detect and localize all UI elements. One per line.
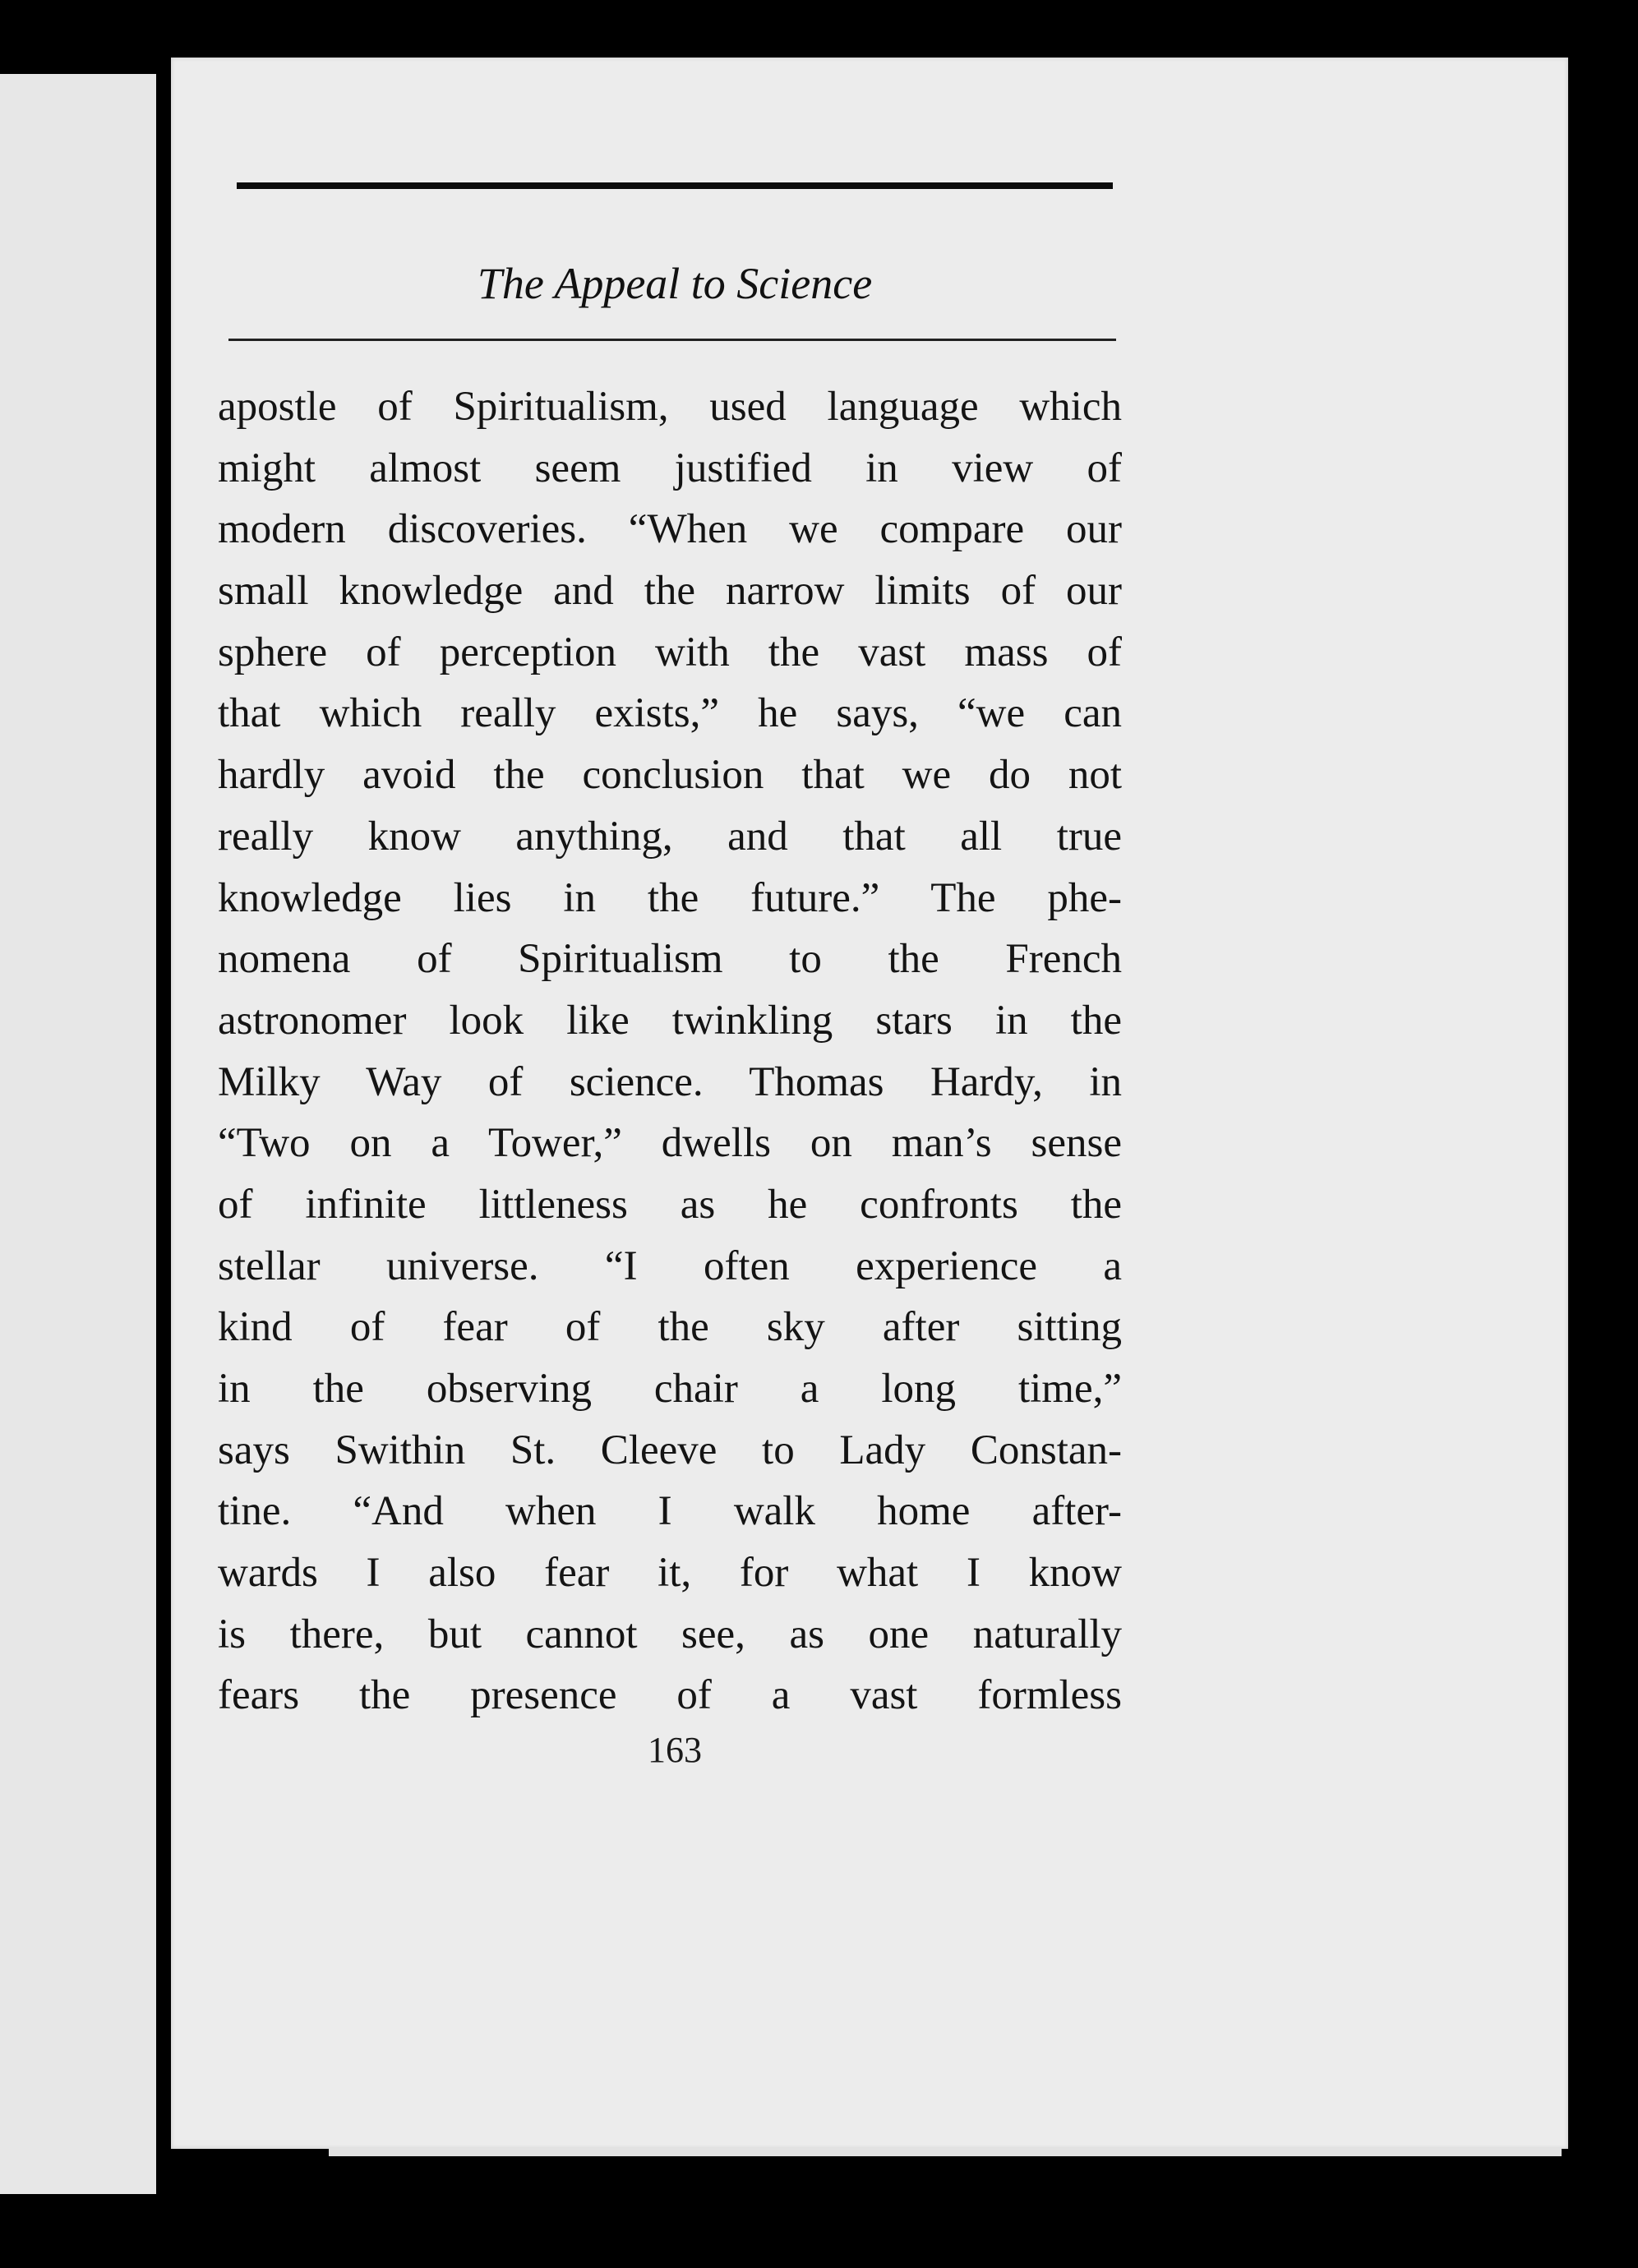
text-line: says Swithin St. Cleeve to Lady Constan- bbox=[218, 1427, 1122, 1473]
page-number: 163 bbox=[648, 1730, 702, 1770]
body-text bbox=[218, 376, 1122, 1726]
text-line: is there, but cannot see, as one naturally bbox=[218, 1611, 1122, 1657]
text-line: tine. “And when I walk home after- bbox=[218, 1488, 1122, 1535]
text-line: nomena of Spiritualism to the French bbox=[218, 936, 1122, 983]
text-line: kind of fear of the sky after sitting bbox=[218, 1304, 1122, 1351]
text-line: wards I also fear it, for what I know bbox=[218, 1550, 1122, 1597]
text-line: that which really exists,” he says, “we can bbox=[218, 690, 1122, 737]
text-line: stellar universe. “I often experience a bbox=[218, 1242, 1122, 1289]
text-line: modern discoveries. “When we compare our bbox=[218, 506, 1122, 553]
text-line: astronomer look like twinkling stars in the bbox=[218, 997, 1122, 1044]
text-line: knowledge lies in the future.” The phe- bbox=[218, 874, 1122, 921]
page-bottom-edge bbox=[329, 2148, 1562, 2156]
text-line: apostle of Spiritualism, used language which bbox=[218, 384, 1122, 430]
header-rule bbox=[237, 182, 1113, 189]
text-line: sphere of perception with the vast mass of bbox=[218, 629, 1122, 675]
text-line: Milky Way of science. Thomas Hardy, in bbox=[218, 1058, 1122, 1105]
text-line: “Two on a Tower,” dwells on man’s sense bbox=[218, 1120, 1122, 1167]
text-line: really know anything, and that all true bbox=[218, 813, 1122, 860]
text-line: in the observing chair a long time,” bbox=[218, 1366, 1122, 1412]
text-line: fears the presence of a vast formless bbox=[218, 1672, 1122, 1719]
text-line: of infinite littleness as he confronts the bbox=[218, 1181, 1122, 1228]
text-line: hardly avoid the conclusion that we do not bbox=[218, 752, 1122, 799]
text-line: might almost seem justified in view of bbox=[218, 445, 1122, 491]
facing-page-edge bbox=[0, 74, 156, 2194]
text-line: small knowledge and the narrow limits of our bbox=[218, 568, 1122, 615]
running-head: The Appeal to Science bbox=[477, 259, 873, 308]
header-underline bbox=[228, 339, 1116, 341]
